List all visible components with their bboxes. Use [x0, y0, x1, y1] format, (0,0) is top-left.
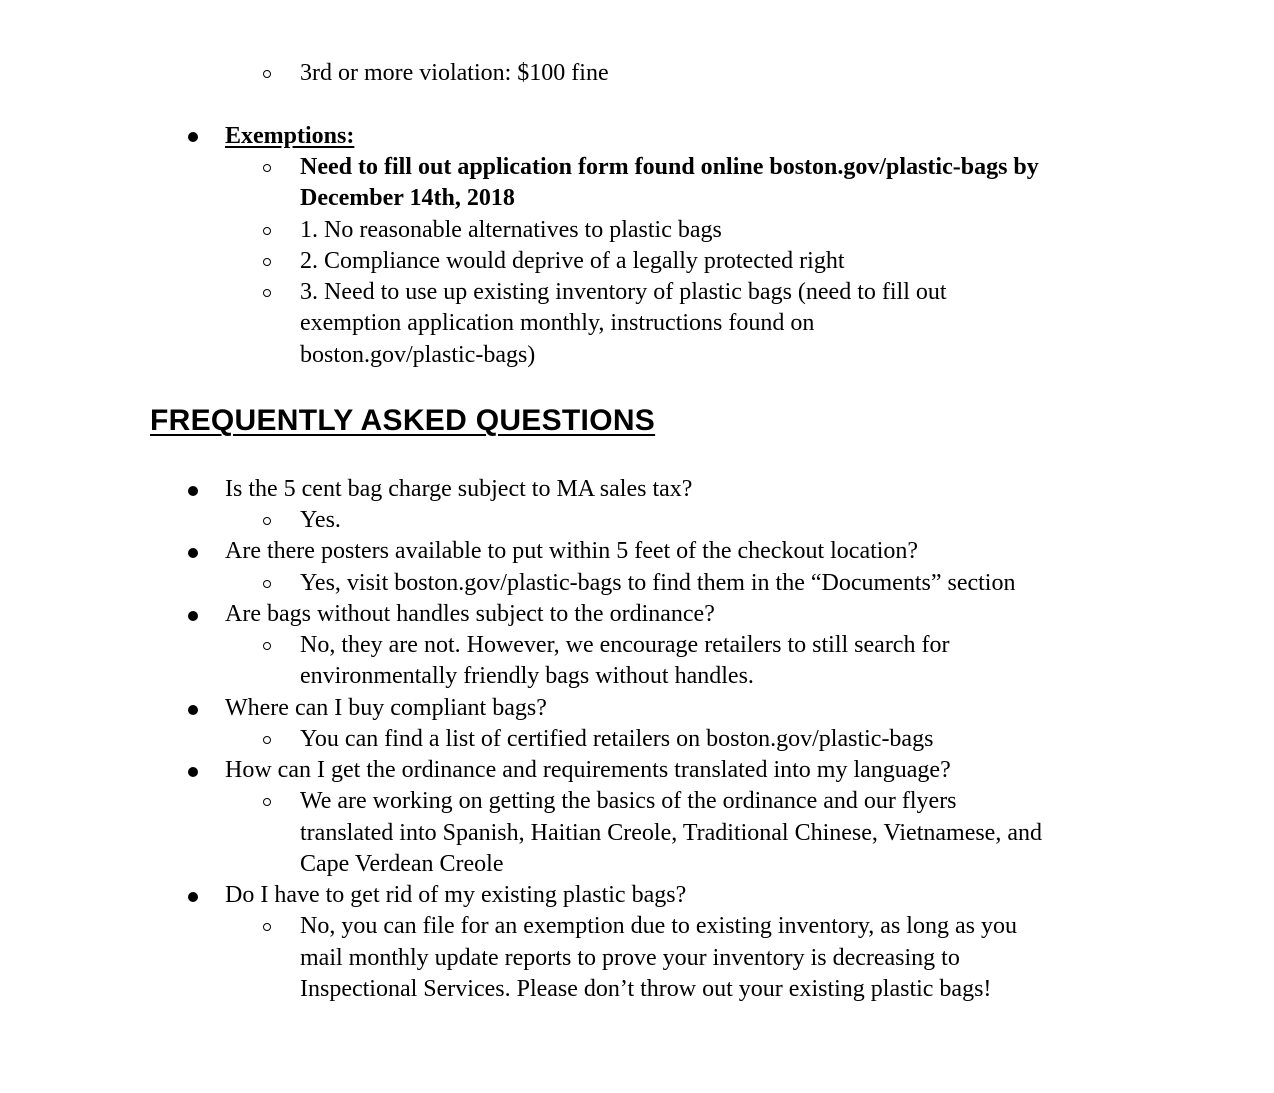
bullet-icon — [188, 611, 198, 621]
faq-answer: Yes, visit boston.gov/plastic-bags to find them in the “Documents” section — [300, 570, 1016, 596]
faq-question: How can I get the ordinance and requirements translated into my language? — [225, 757, 951, 783]
exemption-item-3-line-2: exemption application monthly, instructions found on — [300, 310, 815, 336]
sub-bullet-icon — [263, 227, 271, 235]
sub-bullet-icon — [263, 70, 271, 78]
bullet-icon — [188, 767, 198, 777]
faq-answer: Cape Verdean Creole — [300, 851, 504, 877]
faq-answer: No, they are not. However, we encourage retailers to still search for — [300, 632, 950, 658]
faq-answer: translated into Spanish, Haitian Creole, Traditional Chinese, Vietnamese, and — [300, 820, 1042, 846]
faq-answer: mail monthly update reports to prove your inventory is decreasing to — [300, 945, 960, 971]
exemption-item-1: 1. No reasonable alternatives to plastic bags — [300, 217, 722, 243]
faq-question: Do I have to get rid of my existing plastic bags? — [225, 882, 687, 908]
faq-title: FREQUENTLY ASKED QUESTIONS — [150, 404, 656, 437]
bullet-icon — [188, 548, 198, 558]
faq-answer: You can find a list of certified retailers on boston.gov/plastic-bags — [300, 726, 934, 752]
exemptions-heading: Exemptions: — [225, 123, 355, 149]
exemptions-note-line-2: December 14th, 2018 — [300, 185, 515, 211]
sub-bullet-icon — [263, 642, 271, 650]
exemption-item-2: 2. Compliance would deprive of a legally protected right — [300, 248, 845, 274]
sub-bullet-icon — [263, 580, 271, 588]
sub-bullet-icon — [263, 923, 271, 931]
bullet-icon — [188, 892, 198, 902]
faq-answer: We are working on getting the basics of the ordinance and our flyers — [300, 788, 957, 814]
faq-answer: environmentally friendly bags without handles. — [300, 663, 754, 689]
sub-bullet-icon — [263, 736, 271, 744]
exemption-item-3-line-1: 3. Need to use up existing inventory of plastic bags (need to fill out — [300, 279, 947, 305]
faq-question: Is the 5 cent bag charge subject to MA sales tax? — [225, 476, 693, 502]
exemption-item-3-line-3: boston.gov/plastic-bags) — [300, 342, 536, 368]
sub-bullet-icon — [263, 798, 271, 806]
sub-bullet-icon — [263, 289, 271, 297]
faq-answer: No, you can file for an exemption due to existing inventory, as long as you — [300, 913, 1017, 939]
bullet-icon — [188, 132, 198, 142]
sub-bullet-icon — [263, 164, 271, 172]
exemptions-note-line-1: Need to fill out application form found online boston.gov/plastic-bags by — [300, 154, 1039, 180]
violation-fine-item: 3rd or more violation: $100 fine — [300, 60, 609, 86]
faq-answer: Yes. — [300, 507, 341, 533]
faq-question: Where can I buy compliant bags? — [225, 695, 547, 721]
bullet-icon — [188, 705, 198, 715]
faq-answer: Inspectional Services. Please don’t throw out your existing plastic bags! — [300, 976, 992, 1002]
sub-bullet-icon — [263, 517, 271, 525]
faq-question: Are there posters available to put within 5 feet of the checkout location? — [225, 538, 919, 564]
bullet-icon — [188, 486, 198, 496]
faq-question: Are bags without handles subject to the ordinance? — [225, 601, 715, 627]
sub-bullet-icon — [263, 258, 271, 266]
